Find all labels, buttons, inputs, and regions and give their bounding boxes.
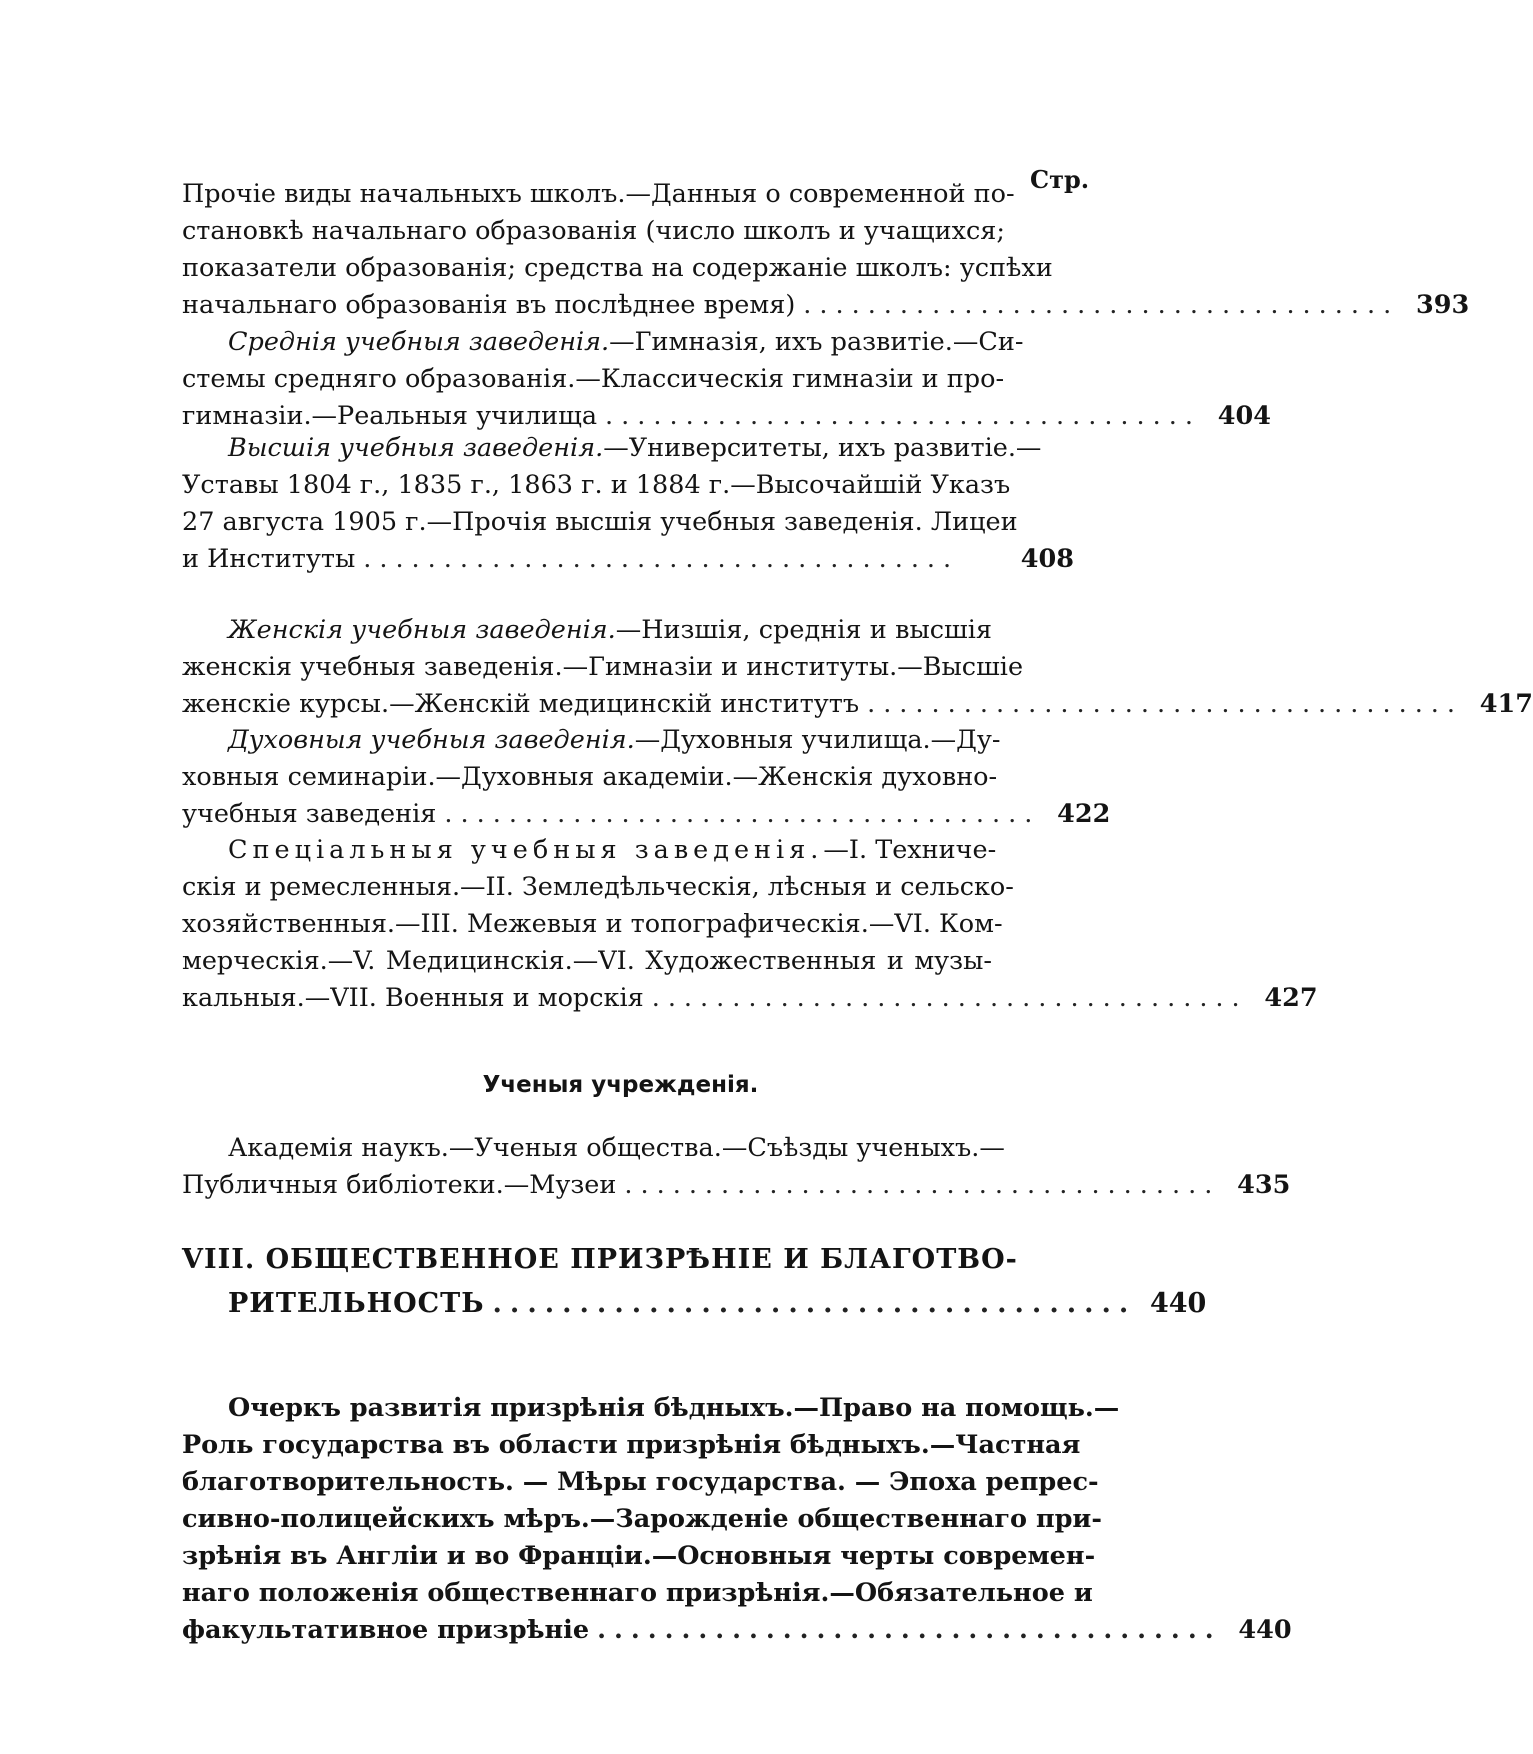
entry-title: Спеціальныя учебныя заведенія. xyxy=(228,835,824,865)
entry-line: Публичныя библіотеки.—Музеи ..................................... 435 xyxy=(182,1167,1074,1204)
page-number: 440 xyxy=(1238,1615,1292,1645)
entry-line: Роль государства въ области призрѣнія бѣдныхъ.—Частная xyxy=(182,1430,1081,1460)
entry-line: сивно-полицейскихъ мѣръ.—Зарожденіе общественнаго при- xyxy=(182,1504,1102,1534)
page-number: 422 xyxy=(1057,799,1111,829)
entry-line: Духовныя учебныя заведенія.—Духовныя училища.—Ду- xyxy=(228,725,1001,755)
toc-entry-academy xyxy=(182,1130,1291,1204)
entry-line: ховныя семинаріи.—Духовныя академіи.—Женскія духовно- xyxy=(182,762,998,792)
entry-title: Духовныя учебныя заведенія. xyxy=(228,725,635,755)
page-number: 435 xyxy=(1237,1170,1291,1200)
entry-line: Спеціальныя учебныя заведенія.—I. Техниче- xyxy=(228,835,997,865)
entry-line: Уставы 1804 г., 1835 г., 1863 г. и 1884 г.—Высочайшій Указъ xyxy=(182,470,1011,500)
entry-line: благотворительность. — Мѣры государства. — Эпоха репрес- xyxy=(182,1467,1099,1497)
entry-line: скія и ремесленныя.—II. Земледѣльческія, лѣсныя и сельско- xyxy=(182,872,1014,902)
page-number: 417 xyxy=(1479,689,1533,719)
entry-line: начальнаго образованія въ послѣднее время) ..................................... 393 xyxy=(182,287,1074,324)
page-number: 427 xyxy=(1264,983,1318,1013)
leader-dots: ..................................... xyxy=(624,1170,1221,1200)
entry-line: Среднія учебныя заведенія.—Гимназія, ихъ развитіе.—Си- xyxy=(228,327,1024,357)
leader-dots: ..................................... xyxy=(867,689,1464,719)
page-number: 404 xyxy=(1217,401,1271,431)
chapter-line: РИТЕЛЬНОСТЬ ..................................... 440 xyxy=(182,1282,1074,1326)
entry-line: становкѣ начальнаго образованія (число школъ и учащихся; xyxy=(182,216,1005,246)
entry-title: Высшія учебныя заведенія. xyxy=(228,433,604,463)
chapter-heading xyxy=(182,1238,1207,1326)
toc-entry-religious-schools xyxy=(182,722,1111,833)
entry-line: Женскія учебныя заведенія.—Низшія, среднія и высшія xyxy=(228,615,992,645)
page-number: 393 xyxy=(1415,290,1470,320)
page-number: 408 xyxy=(1020,544,1074,574)
page-number: 440 xyxy=(1149,1288,1207,1319)
entry-line: гимназіи.—Реальныя училища ..................................... 404 xyxy=(182,398,1074,435)
leader-dots: ..................................... xyxy=(651,983,1248,1013)
entry-line: Прочіе виды начальныхъ школъ.—Данныя о современной по- xyxy=(182,179,1015,209)
entry-line: 27 августа 1905 г.—Прочія высшія учебныя заведенія. Лицеи xyxy=(182,507,1018,537)
entry-line: стемы средняго образованія.—Классическія гимназіи и про- xyxy=(182,364,1005,394)
entry-line: женскіе курсы.—Женскій медицинскій институтъ ..................................... 417 xyxy=(182,686,1074,723)
leader-dots: ..................................... xyxy=(444,799,1041,829)
entry-line: Высшія учебныя заведенія.—Университеты, ихъ развитіе.— xyxy=(228,433,1042,463)
toc-entry-special-schools xyxy=(182,832,1318,1017)
leader-dots: ..................................... xyxy=(363,544,960,574)
leader-dots: ..................................... xyxy=(492,1288,1137,1319)
entry-line: кальныя.—VII. Военныя и морскія ..................................... 427 xyxy=(182,980,1074,1017)
toc-entry-poor-relief xyxy=(182,1390,1292,1649)
page-column-header: Стр. xyxy=(1030,165,1090,194)
leader-dots: ..................................... xyxy=(605,401,1201,431)
entry-line: хозяйственныя.—III. Межевыя и топографическія.—VI. Ком- xyxy=(182,909,1003,939)
entry-line: мерческія.—V. Медицинскія.—VI. Художественныя и музы- xyxy=(182,946,992,976)
entry-title: Среднія учебныя заведенія. xyxy=(228,327,610,357)
entry-line: наго положенія общественнаго призрѣнія.—Обязательное и xyxy=(182,1578,1093,1608)
entry-line: и Институты ..................................... 408 xyxy=(182,541,1074,578)
entry-line: показатели образованія; средства на содержаніе школъ: успѣхи xyxy=(182,253,1053,283)
entry-line: факультативное призрѣніе ..................................... 440 xyxy=(182,1612,1074,1649)
toc-entry-womens-schools xyxy=(182,612,1533,723)
entry-line: женскія учебныя заведенія.—Гимназіи и институты.—Высшіе xyxy=(182,652,1024,682)
entry-line: учебныя заведенія ..................................... 422 xyxy=(182,796,1074,833)
entry-line: зрѣнія въ Англіи и во Франціи.—Основныя черты современ- xyxy=(182,1541,1096,1571)
entry-line: Академія наукъ.—Ученыя общества.—Съѣзды ученыхъ.— xyxy=(228,1133,1005,1163)
leader-dots: ..................................... xyxy=(597,1615,1222,1645)
chapter-line: VIII. ОБЩЕСТВЕННОЕ ПРИЗРѢНІЕ И БЛАГОТВО- xyxy=(182,1244,1018,1275)
section-heading: Ученыя учрежденія. xyxy=(482,1072,759,1098)
leader-dots: ..................................... xyxy=(803,290,1400,320)
entry-title: Женскія учебныя заведенія. xyxy=(228,615,616,645)
toc-entry-secondary-schools xyxy=(182,324,1271,435)
entry-line: Очеркъ развитія призрѣнія бѣдныхъ.—Право на помощь.— xyxy=(228,1393,1120,1423)
toc-entry-higher-schools xyxy=(182,430,1074,578)
